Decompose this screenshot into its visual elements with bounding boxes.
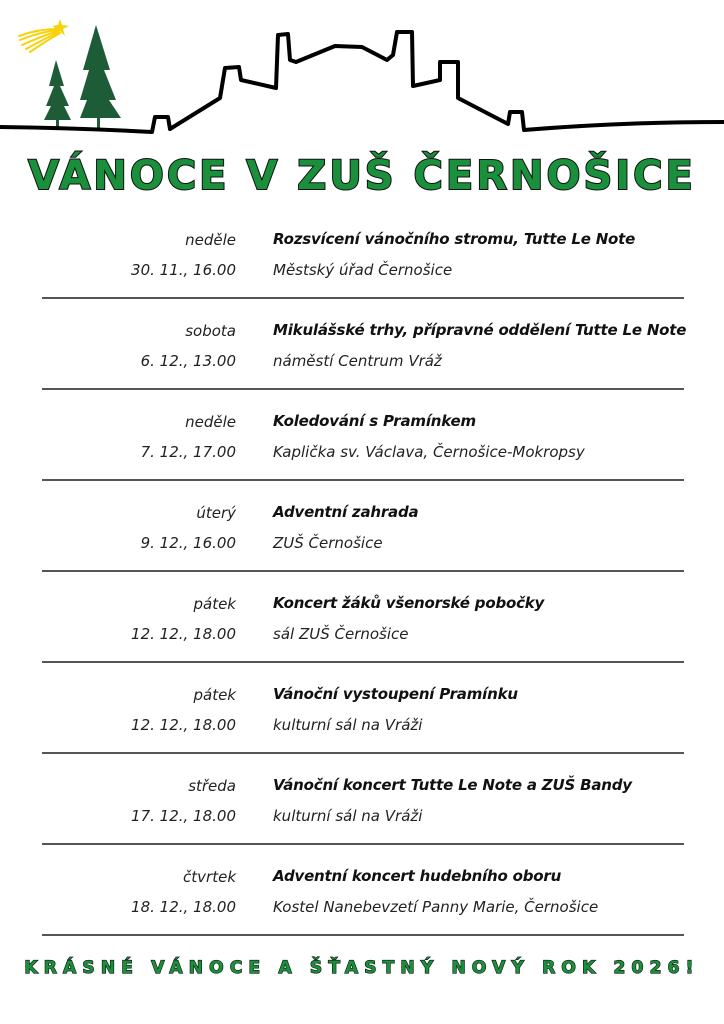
event-name: Vánoční vystoupení Pramínku	[273, 685, 518, 703]
shooting-star-icon	[19, 19, 69, 52]
divider	[42, 843, 684, 845]
divider	[42, 388, 684, 390]
event-place: Kostel Nanebevzetí Panny Marie, Černošice	[273, 898, 599, 916]
tree-icon	[80, 25, 121, 130]
event-item	[0, 859, 724, 950]
event-item	[0, 222, 724, 313]
event-day: středa	[188, 777, 236, 795]
event-list	[0, 222, 724, 950]
divider	[42, 297, 684, 299]
event-day: čtvrtek	[183, 868, 236, 886]
event-name: Adventní zahrada	[273, 503, 419, 521]
footer-greeting: KRÁSNÉ VÁNOCE A ŠŤASTNÝ NOVÝ ROK 2026!	[24, 958, 700, 978]
event-item	[0, 313, 724, 404]
event-place: sál ZUŠ Černošice	[273, 625, 409, 643]
event-item	[0, 768, 724, 859]
event-date: 9. 12., 16.00	[140, 534, 236, 552]
event-name: Mikulášské trhy, přípravné oddělení Tutte Le Note	[273, 321, 687, 339]
event-date: 7. 12., 17.00	[140, 443, 236, 461]
divider	[42, 479, 684, 481]
event-day: neděle	[185, 231, 236, 249]
event-name: Koncert žáků všenorské pobočky	[273, 594, 545, 612]
event-date: 30. 11., 16.00	[131, 261, 236, 279]
event-date: 17. 12., 18.00	[131, 807, 236, 825]
event-name: Rozsvícení vánočního stromu, Tutte Le Note	[273, 230, 636, 248]
event-place: kulturní sál na Vráži	[273, 716, 423, 734]
event-item	[0, 586, 724, 677]
event-name: Koledování s Pramínkem	[273, 412, 476, 430]
event-day: pátek	[193, 595, 236, 613]
divider	[42, 752, 684, 754]
divider	[42, 570, 684, 572]
event-item	[0, 404, 724, 495]
event-day: neděle	[185, 413, 236, 431]
event-item	[0, 495, 724, 586]
event-place: ZUŠ Černošice	[273, 534, 383, 552]
divider	[42, 934, 684, 936]
event-date: 12. 12., 18.00	[131, 716, 236, 734]
event-day: pátek	[193, 686, 236, 704]
header-illustration	[0, 0, 724, 140]
event-place: náměstí Centrum Vráž	[273, 352, 442, 370]
event-name: Vánoční koncert Tutte Le Note a ZUŠ Bandy	[273, 776, 632, 794]
event-date: 18. 12., 18.00	[131, 898, 236, 916]
tree-icon	[44, 60, 71, 128]
event-day: sobota	[185, 322, 236, 340]
event-date: 12. 12., 18.00	[131, 625, 236, 643]
event-place: Kaplička sv. Václava, Černošice-Mokropsy	[273, 443, 585, 461]
event-place: Městský úřad Černošice	[273, 261, 453, 279]
event-item	[0, 677, 724, 768]
page-title: VÁNOCE V ZUŠ ČERNOŠICE	[28, 153, 696, 199]
divider	[42, 661, 684, 663]
event-name: Adventní koncert hudebního oboru	[273, 867, 562, 885]
event-date: 6. 12., 13.00	[140, 352, 236, 370]
event-place: kulturní sál na Vráži	[273, 807, 423, 825]
event-day: úterý	[196, 504, 236, 522]
